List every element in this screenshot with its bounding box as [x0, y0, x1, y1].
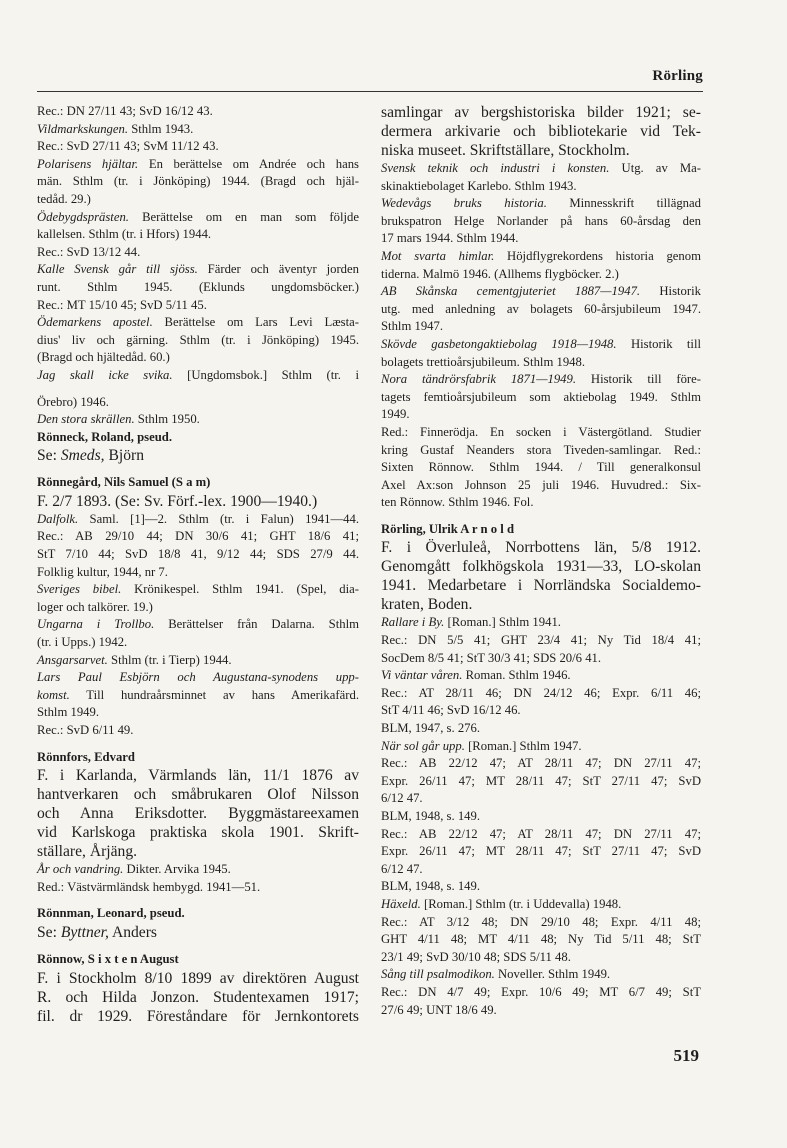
line-text: BLM, 1948, s. 149.: [381, 809, 481, 823]
text-line: [381, 160, 701, 178]
text-line: [37, 581, 359, 599]
line-text-rest: Utg. av Ma-: [609, 161, 701, 175]
text-line: [381, 843, 701, 861]
text-line: [37, 103, 359, 121]
line-text: Axel Ax:son Johnson 25 juli 1946. Huvudred.: Six-: [381, 477, 701, 492]
text-line: [381, 914, 701, 932]
entry-heading: [37, 951, 359, 969]
page-number: 519: [673, 1046, 699, 1065]
text-line: [381, 248, 701, 266]
line-text: Rec.: DN 27/11 43; SvD 16/12 43.: [37, 104, 213, 118]
line-text: Expr. 26/11 47; MT 28/11 47; StT 27/11 47; SvD: [381, 773, 701, 788]
text-line: [37, 394, 359, 412]
line-text: Rec.: AT 3/12 48; DN 29/10 48; Expr. 4/11 48;: [381, 914, 701, 929]
line-text: och Anna Eriksdotter. Byggmästareexamen: [37, 805, 359, 823]
line-text-rest: [Ungdomsbok.] Sthlm (tr. i: [172, 367, 359, 382]
line-text: utg. med anledning av bolagets 60-årsjubileum 1947.: [381, 301, 701, 316]
line-text: Expr. 26/11 47; MT 28/11 47; StT 27/11 47; SvD: [381, 844, 701, 859]
title-italic: Skövde gasbetongaktiebolag 1918—1948.: [381, 336, 617, 351]
line-text-rest: Berättelser från Dalarna. Sthlm: [154, 617, 359, 632]
line-text: 17 mars 1944. Sthlm 1944.: [381, 231, 519, 246]
cross-reference-name: Smeds,: [60, 447, 105, 465]
title-italic: Ödemarkens apostel.: [37, 315, 153, 330]
text-line: [381, 790, 701, 808]
line-text: Folklig kultur, 1944, nr 7.: [37, 564, 168, 579]
line-text: kallelsen. Sthlm (tr. i Hfors) 1944.: [37, 227, 212, 242]
text-line: [381, 650, 701, 668]
line-text: Rec.: AB 29/10 44; DN 30/6 41; GHT 18/6 41;: [37, 529, 359, 544]
text-line: [37, 332, 359, 350]
title-italic: Sång till psalmodikon.: [381, 967, 495, 982]
entry-heading: [37, 474, 359, 492]
line-text: GHT 4/11 48; MT 4/11 48; Ny Tid 5/11 48; StT: [381, 932, 701, 947]
line-text: skinaktiebolaget Karlebo. Sthlm 1943.: [381, 178, 577, 193]
line-text: Rec.: DN 4/7 49; Expr. 10/6 49; MT 6/7 49; StT: [381, 984, 701, 999]
text-line: [37, 173, 359, 191]
line-text-rest: Björn: [104, 447, 144, 465]
line-text: F. i Stockholm 8/10 1899 av direktören August: [37, 969, 359, 987]
line-text: kraten, Boden.: [381, 596, 473, 614]
entry-heading: [37, 429, 359, 447]
line-text: loger och talkörer. 19.): [37, 599, 153, 614]
text-line: [381, 632, 701, 650]
text-line: [37, 367, 359, 385]
text-line: [37, 156, 359, 174]
line-text: ställare, Årjäng.: [37, 843, 138, 861]
text-line: [37, 209, 359, 227]
text-line: [381, 576, 701, 595]
name-bold: Rönnfors, Edvard: [37, 749, 135, 764]
title-italic: Ödebygdsprästen.: [37, 209, 129, 224]
text-line: [381, 301, 701, 319]
text-line: [381, 354, 701, 372]
line-text: 1949.: [381, 407, 410, 422]
spacer: [381, 512, 701, 521]
text-line: [37, 861, 359, 879]
line-text-rest: Färder och äventyr jorden: [197, 262, 359, 277]
line-text: Red.: Finnerödja. En socken i Västergötland. Studier: [381, 424, 701, 439]
title-italic: Lars Paul Esbjörn och Augustana-synodens upp-: [37, 670, 359, 685]
line-text-rest: Noveller. Sthlm 1949.: [494, 967, 611, 982]
line-text: hantverkaren och småbrukaren Olof Nilsson: [37, 786, 359, 804]
line-text: F. i Överluleå, Norrbottens län, 5/8 1912.: [381, 539, 701, 557]
title-italic: Den stora skrällen.: [37, 412, 135, 427]
running-header: Rörling: [652, 68, 703, 84]
line-text: Sthlm 1949.: [37, 705, 100, 720]
title-italic: Ansgarsarvet.: [37, 652, 108, 667]
title-italic: När sol går upp.: [381, 738, 465, 753]
line-text: Rec.: MT 15/10 45; SvD 5/11 45.: [37, 297, 207, 312]
text-line: [37, 546, 359, 564]
text-line: [37, 722, 359, 740]
entry-heading: [381, 521, 701, 539]
line-text: vid Karlskoga praktiska skola 1901. Skrift-: [37, 824, 359, 842]
text-line: [381, 371, 701, 389]
text-line: [381, 949, 701, 967]
line-text: kring Gustaf Neanders stora Tiveden-samlingar. Red.:: [381, 442, 701, 457]
line-text: Rec.: DN 5/5 41; GHT 23/4 41; Ny Tid 18/4 41;: [381, 633, 701, 648]
text-line: [37, 823, 359, 842]
title-italic: Polarisens hjältar.: [37, 156, 139, 171]
line-text: 27/6 49; UNT 18/6 49.: [381, 1002, 497, 1017]
text-line: [381, 931, 701, 949]
name-bold: Rörling, Ulrik A r n o l d: [381, 521, 515, 536]
cross-reference-name: Byttner,: [60, 923, 109, 941]
line-text-rest: Berättelse om en man som följde: [128, 209, 359, 224]
title-italic: Mot svarta himlar.: [381, 248, 495, 263]
text-line: [381, 494, 701, 512]
line-text-rest: Berättelse om Lars Levi Læsta-: [152, 315, 359, 330]
line-text-rest: Roman. Sthlm 1946.: [462, 668, 571, 683]
name-bold: Rönnegård, Nils Samuel (S a m): [37, 475, 211, 490]
text-line: [37, 528, 359, 546]
spacer: [37, 385, 359, 394]
line-text-rest: En berättelse om Andrée och hans: [138, 156, 359, 171]
line-text-rest: Historik till före-: [576, 372, 701, 387]
line-text-rest: Minnesskrift tillägnad: [546, 196, 701, 211]
title-italic: Sveriges bibel.: [37, 582, 122, 597]
line-text-rest: Saml. [1]—2. Sthlm (tr. i Falun) 1941—44.: [78, 511, 359, 526]
text-line: [381, 685, 701, 703]
left-column: [37, 103, 359, 1026]
text-line: [381, 896, 701, 914]
text-line: [381, 459, 701, 477]
text-line: [381, 406, 701, 424]
line-text: Rec.: AT 28/11 46; DN 24/12 46; Expr. 6/11 46;: [381, 685, 701, 700]
line-text: Rec.: SvD 6/11 49.: [37, 723, 134, 737]
text-line: [37, 652, 359, 670]
title-italic: Wedevågs bruks historia.: [381, 196, 547, 211]
text-line: [381, 720, 701, 738]
text-line: [381, 557, 701, 576]
line-text: Rec.: AB 22/12 47; AT 28/11 47; DN 27/11 47;: [381, 756, 701, 771]
text-line: [37, 634, 359, 652]
text-line: [381, 213, 701, 231]
text-line: [37, 616, 359, 634]
line-text: Se:: [37, 447, 61, 465]
line-text: tiderna. Malmö 1946. (Allhems flygböcker. 2.): [381, 266, 619, 281]
text-line: [381, 266, 701, 284]
text-line: [381, 861, 701, 879]
text-line: [381, 755, 701, 773]
title-italic: AB Skånska cementgjuteriet 1887—1947.: [381, 284, 641, 299]
title-italic: Kalle Svensk går till sjöss.: [37, 262, 198, 277]
text-line: [37, 599, 359, 617]
text-line: [381, 773, 701, 791]
title-italic: Dalfolk.: [37, 511, 79, 526]
line-text: Sthlm 1947.: [381, 319, 444, 334]
text-line: [381, 178, 701, 196]
text-line: [381, 442, 701, 460]
text-line: [37, 279, 359, 297]
text-line: [37, 511, 359, 529]
line-text: Sixten Rönnow. Sthlm 1944. / Till generalkonsul: [381, 460, 701, 475]
line-text: 6/12 47.: [381, 791, 423, 806]
name-bold: Rönnow, S i x t e n August: [37, 951, 179, 966]
line-text: fil. dr 1929. Föreståndare för Jernkontorets: [37, 1007, 359, 1025]
text-line: [381, 103, 701, 122]
text-line: [37, 121, 359, 139]
line-text-rest: Anders: [108, 923, 157, 941]
text-line: [381, 1002, 701, 1020]
line-text: Genomgått folkhögskola 1931—33, LO-skolan: [381, 558, 701, 576]
text-line: [37, 297, 359, 315]
line-text: Rec.: AB 22/12 47; AT 28/11 47; DN 27/11 47;: [381, 826, 701, 841]
text-line: [381, 966, 701, 984]
line-text-rest: Sthlm 1943.: [128, 121, 194, 136]
line-text-rest: Sthlm (tr. i Tierp) 1944.: [107, 652, 232, 667]
line-text: Se:: [37, 923, 61, 941]
text-line: [37, 564, 359, 582]
line-text-rest: Historik till: [616, 336, 701, 351]
right-column: [381, 103, 701, 1019]
title-italic: Häxeld.: [381, 896, 421, 911]
text-line: [381, 984, 701, 1002]
text-line: [381, 230, 701, 248]
text-line: [381, 477, 701, 495]
text-line: [37, 261, 359, 279]
text-line: [37, 244, 359, 262]
text-line: [37, 492, 359, 511]
line-text: bolagets trettioårsjubileum. Sthlm 1948.: [381, 354, 586, 369]
text-line: [37, 766, 359, 785]
text-line: [37, 191, 359, 209]
line-text: dius' liv och gärning. Sthlm (tr. i Jönköping) 1945.: [37, 332, 359, 347]
title-italic: Jag skall icke svika.: [37, 367, 173, 382]
text-line: [381, 318, 701, 336]
line-text: SocDem 8/5 41; StT 30/3 41; SDS 20/6 41.: [381, 650, 602, 665]
spacer: [37, 465, 359, 474]
text-line: [381, 808, 701, 826]
title-italic: Svensk teknik och industri i konsten.: [381, 161, 610, 175]
line-text: niska museet. Skriftställare, Stockholm.: [381, 142, 630, 159]
text-line: [37, 804, 359, 823]
text-line: [381, 141, 701, 160]
text-line: [37, 669, 359, 687]
text-line: [37, 138, 359, 156]
text-line: [381, 826, 701, 844]
line-text: Red.: Västvärmländsk hembygd. 1941—51.: [37, 879, 261, 894]
spacer: [37, 740, 359, 749]
text-line: [37, 969, 359, 988]
line-text-rest: [Roman.] Sthlm 1947.: [464, 738, 582, 753]
title-italic: Vi väntar våren.: [381, 668, 463, 683]
line-text: Rec.: SvD 13/12 44.: [37, 244, 141, 259]
line-text: 23/1 49; SvD 30/10 48; SDS 5/11 48.: [381, 949, 571, 964]
line-text-rest: Dikter. Arvika 1945.: [123, 862, 231, 877]
line-text-rest: Historik: [640, 284, 701, 299]
text-line: [37, 923, 359, 942]
text-line: [381, 595, 701, 614]
line-text: StT 7/10 44; SvD 18/8 41, 9/12 44; SDS 27/9 44.: [37, 547, 359, 562]
line-text: StT 4/11 46; SvD 16/12 46.: [381, 703, 521, 718]
line-text-rest: Till hundraårsminnet av hans Amerikafärd.: [69, 687, 359, 702]
title-italic: Vildmarkskungen.: [37, 121, 129, 136]
line-text: F. 2/7 1893. (Se: Sv. Förf.-lex. 1900—1940.): [37, 492, 318, 510]
text-line: [381, 389, 701, 407]
text-line: [37, 988, 359, 1007]
text-line: [381, 424, 701, 442]
text-line: [37, 842, 359, 861]
entry-heading: [37, 749, 359, 767]
spacer: [37, 896, 359, 905]
text-line: [37, 446, 359, 465]
line-text: samlingar av bergshistoriska bilder 1921; se-: [381, 104, 701, 121]
header-rule: [37, 91, 703, 92]
text-line: [37, 226, 359, 244]
text-line: [381, 738, 701, 756]
line-text: Rec.: SvD 27/11 43; SvM 11/12 43.: [37, 139, 219, 154]
text-line: [37, 1007, 359, 1026]
text-line: [381, 283, 701, 301]
text-line: [37, 349, 359, 367]
text-line: [381, 122, 701, 141]
title-italic: År och vandring.: [37, 862, 124, 877]
text-line: [381, 195, 701, 213]
line-text: R. och Hilda Jonzon. Studentexamen 1917;: [37, 988, 359, 1006]
spacer: [37, 942, 359, 951]
line-text: tagets femtioårsjubileum som aktiebolag 1949. Sthlm: [381, 389, 701, 404]
line-text: F. i Karlanda, Värmlands län, 11/1 1876 av: [37, 767, 359, 785]
line-text: BLM, 1948, s. 149.: [381, 879, 481, 894]
text-line: [37, 687, 359, 705]
line-text: runt. Sthlm 1945. (Eklunds ungdomsböcker.): [37, 279, 359, 294]
text-line: [37, 704, 359, 722]
text-line: [381, 667, 701, 685]
line-text: dermera arkivarie och bibliotekarie vid Tek-: [381, 123, 701, 140]
title-italic: Rallare i By.: [381, 615, 445, 630]
line-text-rest: [Roman.] Sthlm 1941.: [444, 615, 561, 630]
line-text-rest: Höjdflygrekordens historia genom: [494, 248, 701, 263]
title-italic: Nora tändrörsfabrik 1871—1949.: [381, 372, 577, 387]
title-italic: komst.: [37, 687, 70, 702]
text-line: [381, 702, 701, 720]
line-text-rest: Sthlm 1950.: [134, 412, 200, 427]
text-line: [37, 879, 359, 897]
text-line: [381, 614, 701, 632]
line-text: 6/12 47.: [381, 861, 423, 876]
text-line: [381, 538, 701, 557]
name-bold: Rönneck, Roland, pseud.: [37, 429, 173, 444]
text-line: [381, 336, 701, 354]
line-text: (tr. i Upps.) 1942.: [37, 635, 128, 650]
line-text: män. Sthlm (tr. i Jönköping) 1944. (Bragd och hjäl-: [37, 174, 359, 189]
text-line: [37, 411, 359, 429]
line-text: 1941. Medarbetare i Norrländska Socialdemo-: [381, 577, 701, 595]
name-bold: Rönnman, Leonard, pseud.: [37, 906, 185, 921]
entry-heading: [37, 905, 359, 923]
line-text: tedåd. 29.): [37, 191, 91, 206]
line-text-rest: Krönikespel. Sthlm 1941. (Spel, dia-: [121, 582, 359, 597]
text-line: [37, 785, 359, 804]
line-text-rest: [Roman.] Sthlm (tr. i Uddevalla) 1948.: [420, 896, 622, 911]
text-line: [37, 314, 359, 332]
line-text: Örebro) 1946.: [37, 394, 109, 409]
line-text: (Bragd och hjältedåd. 60.): [37, 350, 170, 365]
title-italic: Ungarna i Trollbo.: [37, 617, 155, 632]
text-line: [381, 878, 701, 896]
line-text: BLM, 1947, s. 276.: [381, 721, 481, 736]
line-text: ten Rönnow. Sthlm 1946. Fol.: [381, 495, 534, 510]
line-text: brukspatron Helge Norlander på hans 60-årsdag den: [381, 213, 701, 228]
